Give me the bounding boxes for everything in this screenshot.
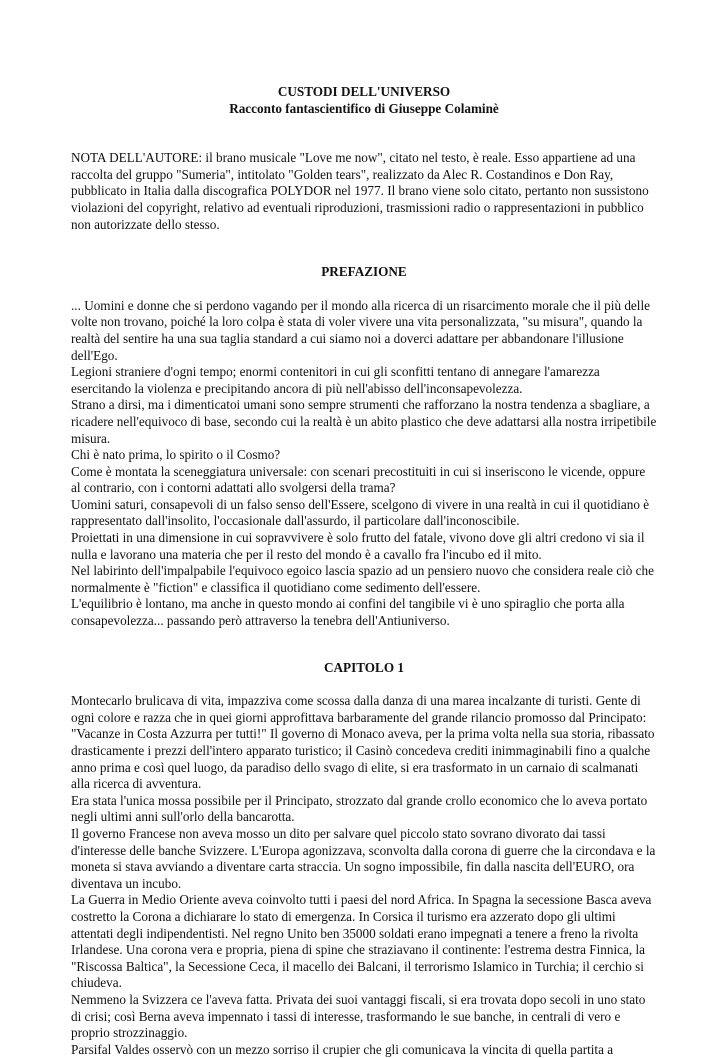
chapter-paragraph: La Guerra in Medio Oriente aveva coinvolto tutti i paesi del nord Africa. In Spagna la secessione Basca aveva costretto la Corona a dichiarare lo stato di emergenza. In Corsica il turismo era azzerato dopo gli ultimi attentati degli indipendentisti. Nel regno Unito ben 35000 soldati erano impegnati a tenere a freno la rivolta Irlandese. Una corona vera e propria, piena di spine che straziavano il continente: l'estrema destra Finnica, la "Riscossa Baltica", la Secessione Ceca, il macello dei Balcani, il terrorismo Islamico in Turchia; il cerchio si chiudeva. <box>71 892 652 991</box>
document-subtitle: Racconto fantascientifico di Giuseppe Colaminè <box>229 100 499 116</box>
spacer <box>71 117 657 150</box>
preface-paragraph: Strano a dirsi, ma i dimenticatoi umani sono sempre strumenti che rafforzano la nostra tendenza a sbagliare, a ricadere nell'equivoco di base, secondo cui la realtà è un abito plastico che deve adattarsi alla nostra irripetibile misura. <box>71 397 657 446</box>
chapter-body <box>71 693 657 1058</box>
document-title: CUSTODI DELL'UNIVERSO <box>277 84 451 99</box>
preface-paragraph: ... Uomini e donne che si perdono vagando per il mondo alla ricerca di un risarcimento morale che il più delle volte non trovano, poiché la loro colpa è stata di voler vivere una vita personalizzata, "su misura", quando la realtà del sentire ha una sua taglia standard a cui siamo noi a doverci adattare per abbandonare l'illusione dell'Ego. <box>71 297 650 363</box>
preface-heading: PREFAZIONE <box>321 264 407 280</box>
preface-paragraph: L'equilibrio è lontano, ma anche in questo mondo ai confini del tangibile vi è uno spiraglio che porta alla consapevolezza... passando però attraverso la tenebra dell'Antiuniverso. <box>71 596 625 629</box>
spacer <box>71 676 657 693</box>
chapter-paragraph: Parsifal Valdes osservò con un mezzo sorriso il crupier che gli comunicava la vincita di quella partita a <box>71 1041 614 1057</box>
preface-paragraph: Chi è nato prima, lo spirito o il Cosmo? <box>71 447 281 463</box>
preface-paragraph: Uomini saturi, consapevoli di un falso senso dell'Essere, scelgono di vivere in una realtà in cui il quotidiano è rappresentato dall'insolito, l'occasionale dall'assurdo, il particolare dall'inconoscibile. <box>71 496 650 529</box>
chapter-paragraph: Era stata l'unica mossa possibile per il Principato, strozzato dal grande crollo economico che lo aveva portato negli ultimi anni sull'orlo della bancarotta. <box>71 792 648 825</box>
spacer <box>71 281 657 298</box>
spacer <box>71 630 657 660</box>
title-block <box>71 84 657 117</box>
document-page <box>71 84 657 1058</box>
preface-body <box>71 298 657 630</box>
preface-paragraph: Proiettati in una dimensione in cui sopravvivere è solo frutto del fatale, vivono dove gli altri credono vi sia il nulla e lavorano una materia che per il resto del mondo è a cavallo fra l'incubo ed il mito. <box>71 530 645 562</box>
preface-paragraph: Come è montata la sceneggiatura universale: con scenari precostituiti in cui si inseriscono le vicende, oppure al contrario, con i contorni adattati allo svolgersi della trama? <box>71 463 646 496</box>
preface-paragraph: Legioni straniere d'ogni tempo; enormi contenitori in cui gli sconfitti tentano di annegare l'amarezza esercitando la violenza e precipitando ancora di più nell'abisso dell'inconsapevolezza. <box>71 364 600 396</box>
chapter-paragraph: Montecarlo brulicava di vita, impazziva come scossa dalla danza di una marea incalzante di turisti. Gente di ogni colore e razza che in quei giorni approfittava barbaramente del grande rilancio promosso dal Principato: "Vacanze in Costa Azzurra per tutti!" Il governo di Monaco aveva, per la prima volta nella sua storia, ribassato drasticamente i prezzi dell'intero apparato turistico; il Casinò concedeva crediti inimmaginabili fino a qualche anno prima e così quel luogo, da paradiso dello svago di elite, si era trasformato in un carnaio di scalmanati alla ricerca di avventura. <box>71 693 655 792</box>
preface-paragraph: Nel labirinto dell'impalpabile l'equivoco egoico lascia spazio ad un pensiero nuovo che considera reale ciò che normalmente è "fiction" e classifica il quotidiano come sedimento dell'essere. <box>71 563 654 595</box>
author-note: NOTA DELL'AUTORE: il brano musicale "Love me now", citato nel testo, è reale. Esso appartiene ad una raccolta del gruppo "Sumeria", intitolato "Golden tears", realizzato da Alec R. Costandinos e Don Ray, pubblicato in Italia dalla discografica POLYDOR nel 1977. Il brano viene solo citato, pertanto non sussistono violazioni del copyright, relativo ad eventuali riproduzioni, trasmissioni radio o rappresentazioni in pubblico non autorizzate dello stesso. <box>71 150 649 232</box>
spacer <box>71 233 657 264</box>
chapter-heading: CAPITOLO 1 <box>324 659 404 675</box>
chapter-paragraph: Il governo Francese non aveva mosso un dito per salvare quel piccolo stato sovrano divorato dai tassi d'interesse delle banche Svizzere. L'Europa agonizzava, sconvolta dalla corona di guerre che la circondava e la moneta si stava avviando a diventare carta straccia. Un sogno impossibile, fin dalla nascita dell'EURO, ora diventava un incubo. <box>71 825 656 891</box>
chapter-paragraph: Nemmeno la Svizzera ce l'aveva fatta. Privata dei suoi vantaggi fiscali, si era trovata dopo secoli in uno stato di crisi; così Berna aveva impennato i tassi di interesse, trasformando le sue banche, in centrali di vero e proprio strozzinaggio. <box>71 991 646 1041</box>
